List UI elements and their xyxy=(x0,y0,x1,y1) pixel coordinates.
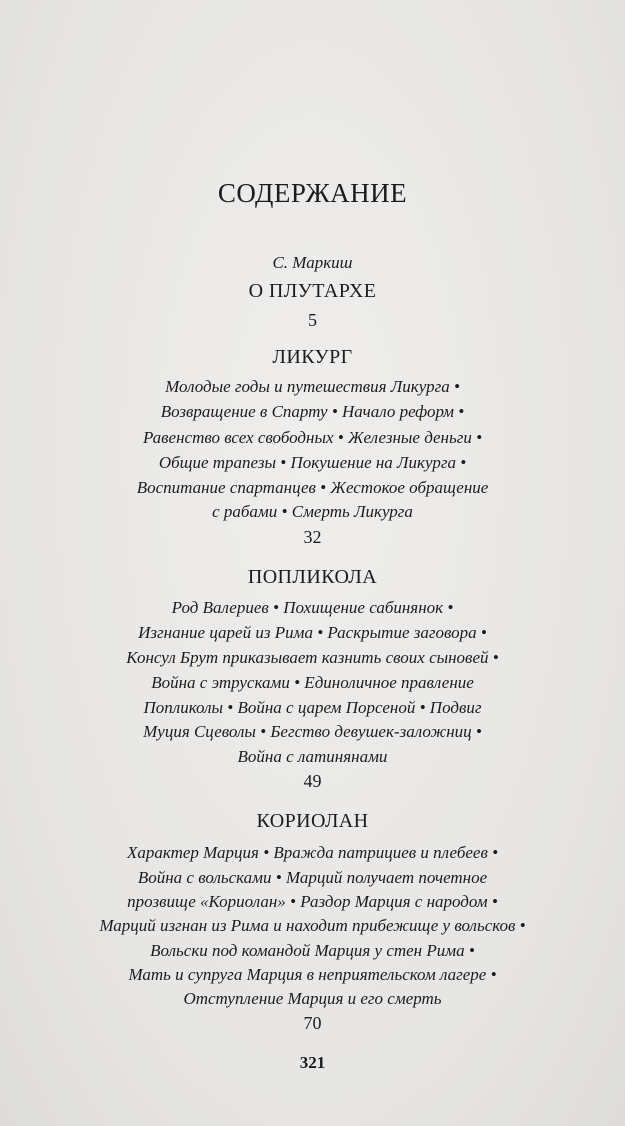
intro-heading: О ПЛУТАРХЕ xyxy=(248,280,377,302)
section-line: Война с латинянами xyxy=(237,747,388,766)
section-line: Война с этрусками • Единоличное правление xyxy=(151,673,474,692)
section-line: Марций изгнан из Рима и находит прибежище у вольсков • xyxy=(99,916,526,935)
section-line: Род Валериев • Похищение сабинянок • xyxy=(171,598,454,617)
section-line: Воспитание спартанцев • Жестокое обращение xyxy=(136,478,489,497)
section-line: Муция Сцеволы • Бегство девушек-заложниц • xyxy=(143,722,482,741)
section-line: с рабами • Смерть Ликурга xyxy=(212,502,413,521)
section-line: Вольски под командой Марция у стен Рима • xyxy=(150,941,475,960)
section-line: Возвращение в Спарту • Начало реформ • xyxy=(160,402,465,421)
section-line: Характер Марция • Вражда патрициев и плебеев • xyxy=(126,843,499,862)
section-line: Мать и супруга Марция в неприятельском лагере • xyxy=(128,965,497,984)
section-page-number: 32 xyxy=(303,527,322,547)
section-line: Молодые годы и путешествия Ликурга • xyxy=(165,377,460,396)
section-line: прозвище «Кориолан» • Раздор Марция с народом • xyxy=(127,892,498,911)
section-heading-coriolanus: КОРИОЛАН xyxy=(256,810,369,832)
section-line: Общие трапезы • Покушение на Ликурга • xyxy=(158,453,467,472)
intro-page-number: 5 xyxy=(308,310,317,330)
section-page-number: 49 xyxy=(303,771,322,791)
intro-author: С. Маркиш xyxy=(272,253,353,272)
section-line: Консул Брут приказывает казнить своих сыновей • xyxy=(126,648,499,667)
folio-page-number: 321 xyxy=(299,1053,326,1072)
section-line: Война с вольсками • Марций получает почетное xyxy=(137,868,488,887)
section-heading-publicola: ПОПЛИКОЛА xyxy=(247,566,378,588)
section-line: Попликолы • Война с царем Порсеной • Подвиг xyxy=(143,698,482,717)
section-line: Изгнание царей из Рима • Раскрытие заговора • xyxy=(138,623,487,642)
page-title: СОДЕРЖАНИЕ xyxy=(217,178,408,208)
section-heading-lycurgus: ЛИКУРГ xyxy=(272,346,353,368)
section-page-number: 70 xyxy=(303,1013,322,1033)
section-line: Равенство всех свободных • Железные деньги • xyxy=(142,428,483,447)
section-line: Отступление Марция и его смерть xyxy=(183,989,442,1008)
